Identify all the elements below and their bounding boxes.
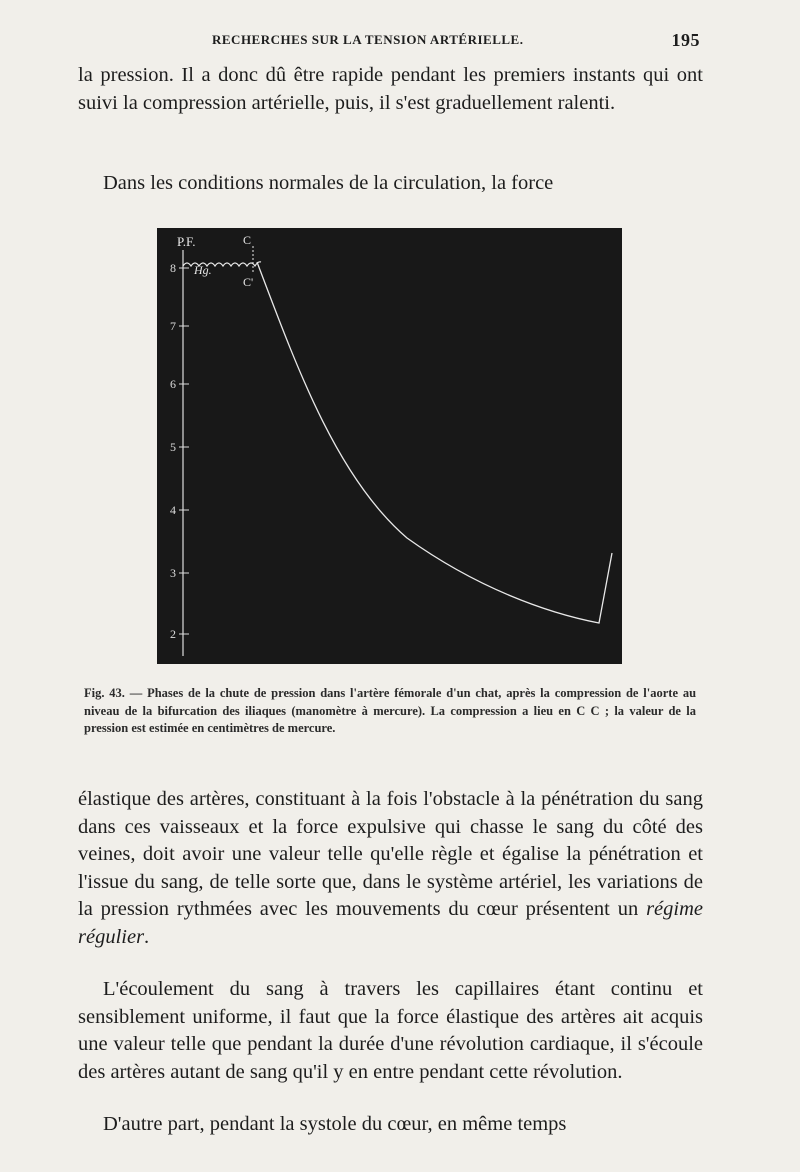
tick-label-8: 8 [170,261,176,275]
label-c-top: C [243,233,252,247]
caption-text: — Phases de la chute de pression dans l'artère fémorale d'un chat, après la compression de l'aorte au niveau de la bifurcation des iliaques (manomètre à mercure). La compression a lieu en C C ; la valeur de la pression est estimée en centimètres de mercure. [84,686,697,735]
paragraph-1: la pression. Il a donc dû être rapide pendant les premiers instants qui ont suivi la compression artérielle, puis, il s'est graduellement ralenti. [78,64,703,114]
figure-caption [84,685,696,738]
page-number: 195 [671,30,700,50]
paragraph-2: Dans les conditions normales de la circulation, la force [103,172,554,194]
pressure-trace-figure [157,228,622,664]
tick-label-2: 2 [170,627,176,641]
paragraph-3-text: élastique des artères, constituant à la fois l'obstacle à la pénétration du sang dans ces vaisseaux et la force expulsive qui chasse le sang du côté des veines, doit avoir une valeur telle qu'elle règle et égalise la pénétration et l'issue du sang, de telle sorte que, dans le système artériel, les variations de la pression rythmées avec les mouvements du cœur présentent un [78,788,703,920]
paragraph-4: L'écoulement du sang à travers les capillaires étant continu et sensiblement uniforme, il faut que la force élastique des artères ait acquis une valeur telle que pendant la durée d'une révolution cardiaque, il s'écoule des artères autant de sang qu'il y en entre pendant cette révolution. [78,978,703,1083]
running-title: RECHERCHES SUR LA TENSION ARTÉRIELLE. [212,32,524,47]
tick-label-7: 7 [170,319,176,333]
tick-label-4: 4 [170,503,176,517]
plate-background [157,228,622,664]
label-c-prime: C' [243,275,254,289]
tick-label-5: 5 [170,440,176,454]
label-hg: Hg. [194,263,212,277]
paragraph-3-emphasis: régime régulier [78,898,704,948]
tick-label-6: 6 [170,377,176,391]
running-head [200,30,700,52]
caption-label: Fig. 43. [84,686,125,700]
paragraph-3-end: . [144,925,150,948]
figure-plate [157,228,622,664]
label-pf: P.F. [177,234,196,249]
paragraph-5: D'autre part, pendant la systole du cœur, en même temps [103,1113,567,1135]
paragraph-3 [78,786,703,951]
tick-label-3: 3 [170,566,176,580]
